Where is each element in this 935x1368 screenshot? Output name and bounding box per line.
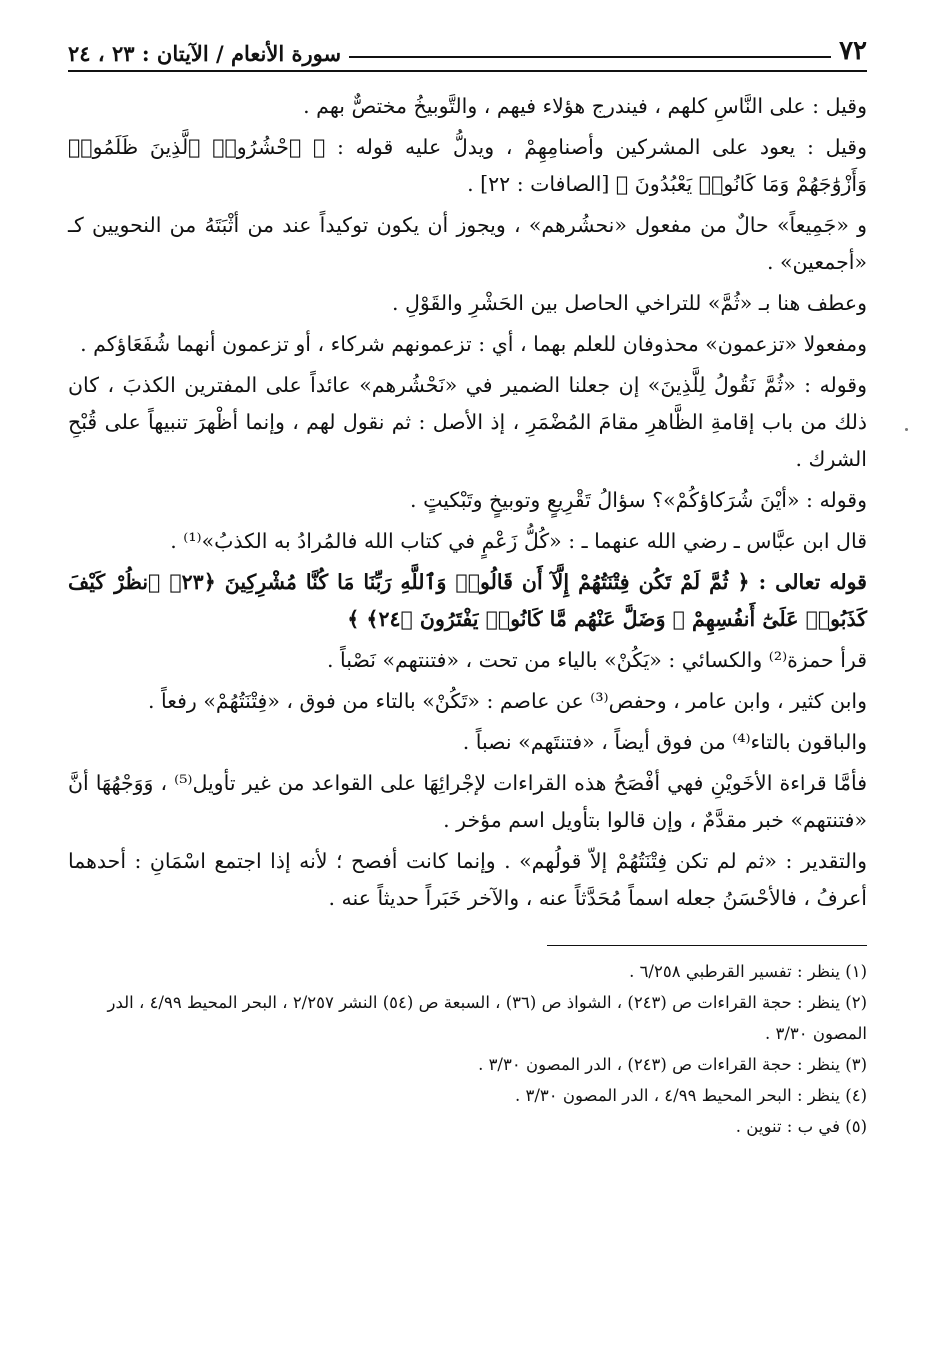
running-title: سورة الأنعام / الآيتان : ٢٣ ، ٢٤ <box>68 41 342 66</box>
paragraph: قرأ حمزة⁽²⁾ والكسائي : «يَكُنْ» بالياء من تحت ، «فتنتهم» نَصْباً . <box>327 648 867 672</box>
footnote: (١) ينظر : تفسير القرطبي ٦/٢٥٨ . <box>629 962 867 981</box>
header-rule <box>349 56 831 58</box>
page-header <box>68 28 867 66</box>
paragraph: ومفعولا «تزعمون» محذوفان للعلم بهما ، أي : تزعمونهم شركاء ، أو تزعمون أنهما شُفَعَاؤكم . <box>80 332 867 356</box>
quran-verse: قوله تعالى : ﴿ ثُمَّ لَمْ تَكُن فِتْنَتُهُمْ إِلَّآ أَن قَالُوا۟ وَٱللَّهِ رَبِّنَا مَا كُنَّا مُشْرِكِينَ ﴿٢٣﴾ ٱنظُرْ كَيْفَ كَذَبُوا۟ عَلَىٰٓ أَنفُسِهِمْ ۚ وَضَلَّ عَنْهُم مَّا كَانُوا۟ يَفْتَرُونَ ﴿٢٤﴾ ﴾ <box>68 570 867 631</box>
paragraph: والباقون بالتاء⁽⁴⁾ من فوق أيضاً ، «فتنتَهم» نصباً . <box>462 730 867 754</box>
footnote: (٥) في ب : تنوين . <box>735 1117 867 1136</box>
paragraph: وقيل : على النَّاسِ كلهم ، فيندرج هؤلاء فيهم ، والتَّوبيخُ مختصٌّ بهم . <box>303 94 867 118</box>
footnotes <box>68 956 867 1142</box>
main-text <box>68 88 867 917</box>
paragraph: وقوله : «أيْنَ شُرَكاؤكُمْ»؟ سؤالُ تَقْرِيعٍ وتوبيخٍ وتَبْكيتٍ . <box>410 488 867 512</box>
paragraph: وابن كثير ، وابن عامر ، وحفص⁽³⁾ عن عاصم : «تَكُنْ» بالتاء من فوق ، «فِتْنَتُهُمْ» رفعاً . <box>147 689 867 713</box>
paragraph: وعطف هنا بـ «ثُمَّ» للتراخي الحاصل بين الحَشْرِ والقَوْلِ . <box>391 291 867 315</box>
footnote: (٣) ينظر : حجة القراءات ص (٢٤٣) ، الدر المصون ٣/٣٠ . <box>478 1055 867 1074</box>
scan-speck <box>905 428 908 431</box>
paragraph: فأمَّا قراءة الأخَويْنِ فهي أفْصَحُ هذه القراءات لإجْرائِهَا على القواعد من غير تأويل⁽⁵⁾ ، وَوَجْهُهَا أنَّ «فتنتهم» خبر مقدَّمٌ ، وإن قالوا بتأويل اسم مؤخر . <box>68 771 867 832</box>
footnote: (٤) ينظر : البحر المحيط ٤/٩٩ ، الدر المصون ٣/٣٠ . <box>514 1086 867 1105</box>
paragraph: وقوله : «ثُمَّ نَقُولُ لِلَّذِينَ» إن جعلنا الضمير في «نَحْشُرهم» عائداً على المفترين الكذبَ ، كان ذلك من باب إقامةِ الظَّاهرِ مقامَ المُضْمَرِ ، إذ الأصل : ثم نقول لهم ، وإنما أظْهرَ تنبيهاً على قُبْحِ الشرك . <box>68 373 867 471</box>
paragraph: قال ابن عبَّاس ـ رضي الله عنهما ـ : «كُلُّ زَعْمٍ في كتاب الله فالمُرادُ به الكذبُ»⁽¹⁾ . <box>170 529 867 553</box>
footnote-divider <box>547 945 867 946</box>
page-number: ٧٢ <box>839 36 867 66</box>
paragraph: و «جَمِيعاً» حالٌ من مفعول «نحشُرهم» ، ويجوز أن يكون توكيداً عند من أثْبَتَهُ من النحويين كـ «أجمعين» . <box>68 213 867 274</box>
footnote: (٢) ينظر : حجة القراءات ص (٢٤٣) ، الشواذ ص (٣٦) ، السبعة ص (٥٤) النشر ٢/٢٥٧ ، البحر المحيط ٤/٩٩ ، الدر المصون ٣/٣٠ . <box>107 993 867 1043</box>
header-divider <box>68 70 867 72</box>
paragraph: وقيل : يعود على المشركين وأصنامِهِمْ ، ويدلُّ عليه قوله : ﴿ ٱحْشُرُوا۟ ٱلَّذِينَ ظَلَمُوا۟ وَأَزْوَٰجَهُمْ وَمَا كَانُوا۟ يَعْبُدُونَ ﴾ [الصافات : ٢٢] . <box>68 135 867 196</box>
paragraph: والتقدير : «ثم لم تكن فِتْنَتُهُمْ إلاّ قولُهم» . وإنما كانت أفصح ؛ لأنه إذا اجتمع اسْمَانِ : أحدهما أعرفُ ، فالأحْسَنُ جعله اسماً مُحَدَّثاً عنه ، والآخر خَبَراً حديثاً عنه . <box>68 849 867 910</box>
